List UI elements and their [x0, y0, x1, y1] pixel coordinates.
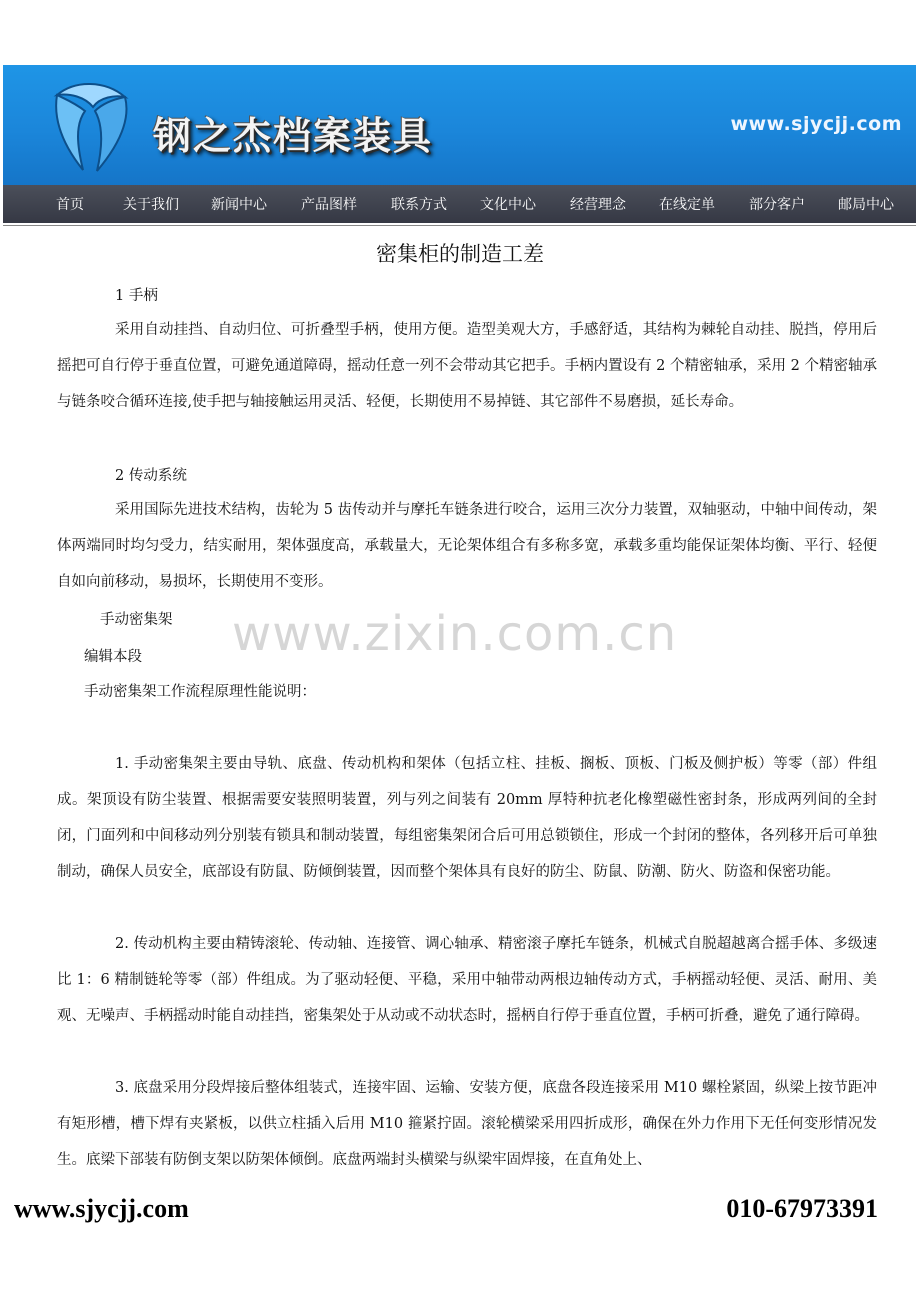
nav-clients[interactable]: 部分客户: [749, 197, 805, 213]
article-title: 密集柜的制造工差: [376, 242, 544, 266]
nav-philosophy[interactable]: 经营理念: [570, 197, 626, 213]
nav-products[interactable]: 产品图样: [301, 197, 357, 213]
footer-phone: 010-67973391: [726, 1194, 878, 1223]
intro-line: 手动密集架工作流程原理性能说明：: [84, 684, 316, 700]
footer-url[interactable]: www.sjycjj.com: [14, 1194, 189, 1223]
company-logo: [45, 75, 135, 185]
nav-contact[interactable]: 联系方式: [391, 197, 447, 213]
paragraph-item-1: 1. 手动密集架主要由导轨、底盘、传动机构和架体（包括立柱、挂板、搁板、顶板、门板及侧护板）等零（部）件组成。架顶设有防尘装置、根据需要安装照明装置，列与列之间装有 20mm 厚特种抗老化橡塑磁性密封条，形成两列间的全封闭，门面列和中间移动列分别装有锁具和制动装置，每组密集架闭合后可用总锁锁住，形成一个封闭的整体，各列移开后可单独制动，确保人员安全，底部设有防鼠、防倾倒装置，因而整个架体具有良好的防尘、防鼠、防潮、防火、防盗和保密功能。: [57, 756, 877, 880]
section-heading-handle: 1 手柄: [115, 288, 158, 304]
edit-section-link[interactable]: 编辑本段: [84, 649, 142, 665]
section-heading-transmission: 2 传动系统: [115, 468, 187, 484]
section-heading-manual-shelf: 手动密集架: [100, 612, 173, 628]
header-banner: [3, 65, 916, 185]
nav-divider: [3, 225, 916, 226]
paragraph-item-2: 2. 传动机构主要由精铸滚轮、传动轴、连接管、调心轴承、精密滚子摩托车链条，机械式自脱超越离合摇手体、多级速比 1：6 精制链轮等零（部）件组成。为了驱动轻便、平稳，采用中轴带动两根边轴传动方式，手柄摇动轻便、灵活、耐用、美观、无噪声、手柄摇动时能自动挂挡，密集架处于从动或不动状态时，摇柄自行停于垂直位置，手柄可折叠，避免了通行障碍。: [57, 936, 877, 1024]
paragraph-item-3: 3. 底盘采用分段焊接后整体组装式，连接牢固、运输、安装方便，底盘各段连接采用 M10 螺栓紧固，纵梁上按节距冲有矩形槽，槽下焊有夹紧板，以供立柱插入后用 M10 箍紧拧固。滚轮横梁采用四折成形，确保在外力作用下无任何变形情况发生。底梁下部装有防倒支架以防架体倾倒。底盘两端封头横梁与纵梁牢固焊接，在直角处上、: [57, 1080, 877, 1168]
nav-culture[interactable]: 文化中心: [480, 197, 536, 213]
brand-name: 钢之杰档案装具: [153, 114, 434, 158]
paragraph-handle: 采用自动挂挡、自动归位、可折叠型手柄，使用方便。造型美观大方，手感舒适，其结构为棘轮自动挂、脱挡，停用后摇把可自行停于垂直位置，可避免通道障碍，摇动任意一列不会带动其它把手。手柄内置设有 2 个精密轴承，采用 2 个精密轴承与链条咬合循环连接,使手把与轴接触运用灵活、轻便，长期使用不易掉链、其它部件不易磨损，延长寿命。: [57, 322, 877, 410]
nav-home[interactable]: 首页: [56, 197, 84, 213]
nav-about[interactable]: 关于我们: [123, 197, 179, 213]
paragraph-transmission: 采用国际先进技术结构，齿轮为 5 齿传动并与摩托车链条进行咬合，运用三次分力装置，双轴驱动，中轴中间传动，架体两端同时均匀受力，结实耐用，架体强度高，承载量大，无论架体组合有多称多宽，承载多重均能保证架体均衡、平行、轻便自如向前移动，易损坏，长期使用不变形。: [57, 502, 877, 590]
main-nav: [3, 185, 916, 223]
watermark: www.zixin.com.cn: [232, 606, 678, 662]
banner-url[interactable]: www.sjycjj.com: [730, 113, 902, 135]
nav-mail[interactable]: 邮局中心: [838, 197, 894, 213]
nav-order[interactable]: 在线定单: [659, 197, 715, 213]
nav-news[interactable]: 新闻中心: [211, 197, 267, 213]
